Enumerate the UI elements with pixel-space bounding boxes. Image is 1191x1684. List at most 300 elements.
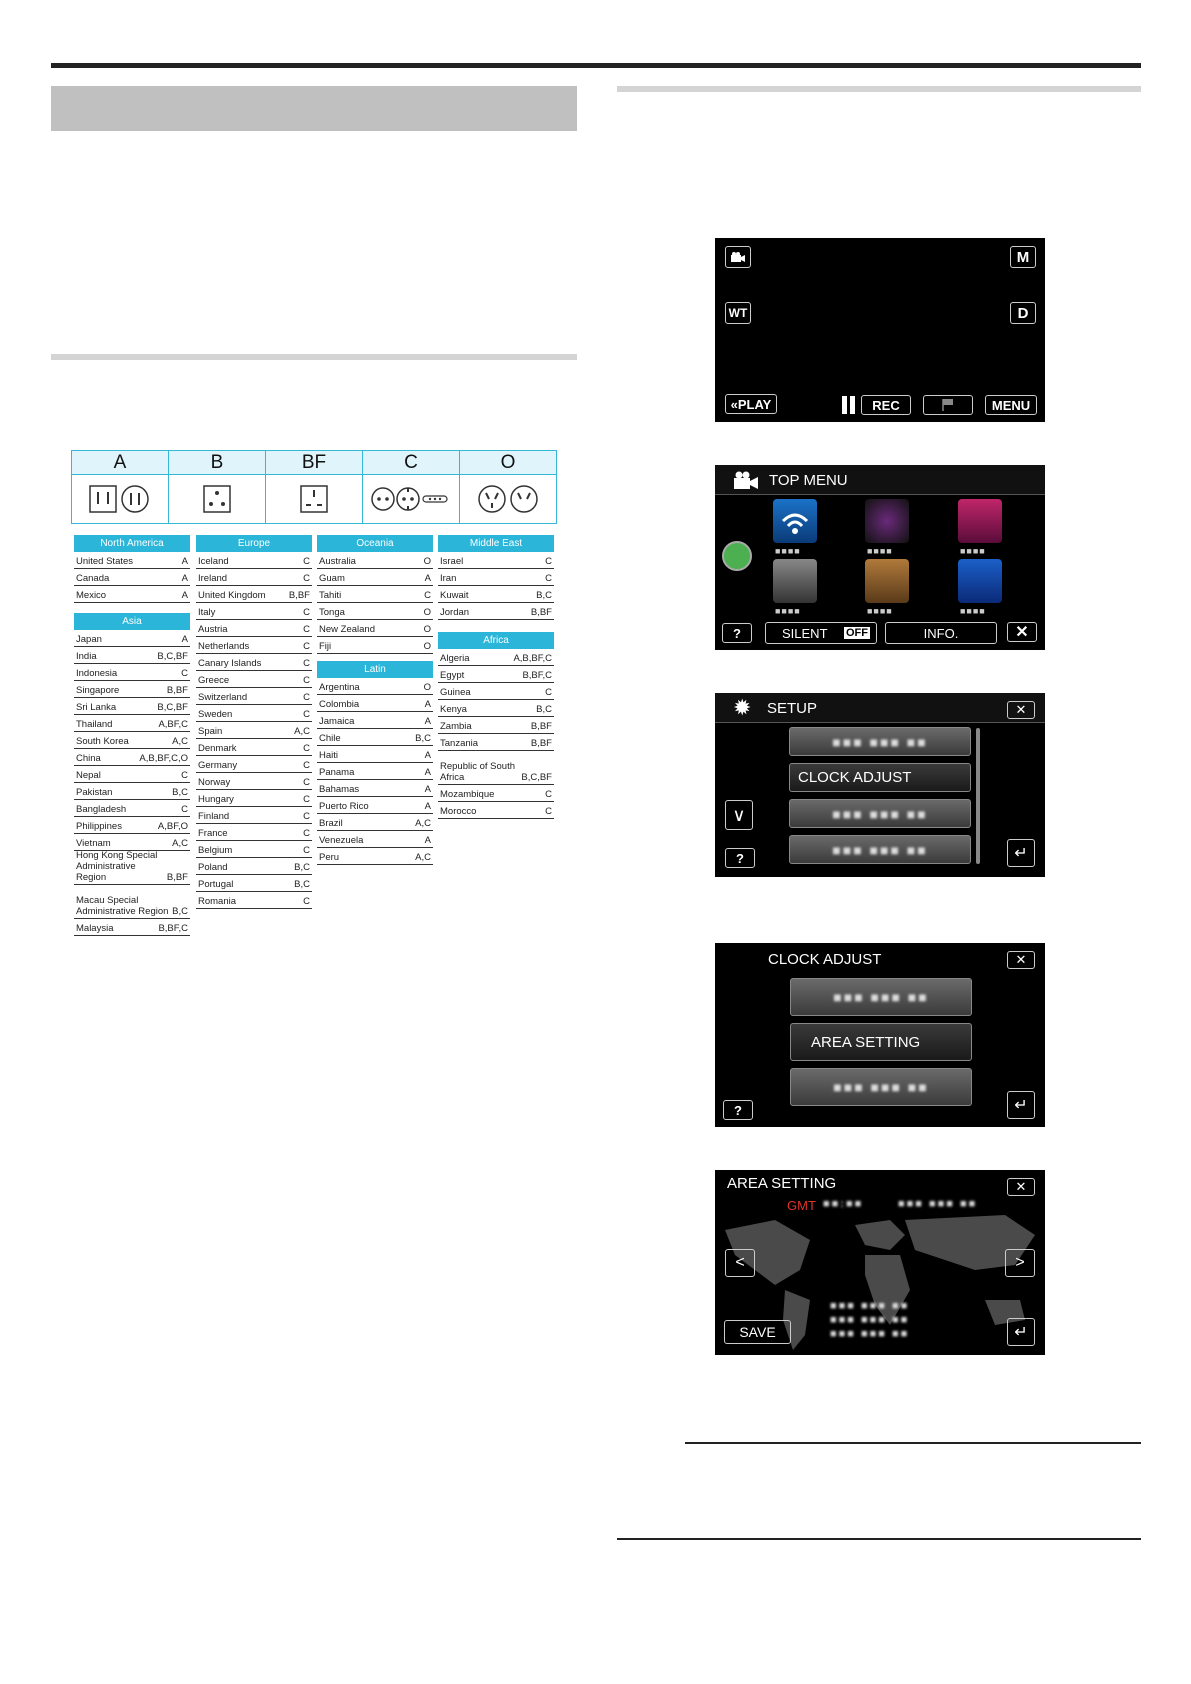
country-name: Puerto Rico	[319, 801, 369, 812]
country-row	[317, 712, 433, 729]
pause-icon	[842, 396, 856, 414]
clock-menu-item[interactable]	[790, 1068, 972, 1106]
close-button[interactable]: ✕	[1007, 1178, 1035, 1196]
country-name: Australia	[319, 556, 356, 567]
plug-types: C	[303, 896, 310, 907]
country-row	[438, 700, 554, 717]
clock-adjust-item[interactable]: CLOCK ADJUST	[789, 763, 971, 792]
country-row	[196, 739, 312, 756]
plug-type-table	[71, 450, 557, 524]
gear-icon[interactable]	[773, 559, 817, 603]
rec-button[interactable]: REC	[861, 395, 911, 415]
plug-types: C	[303, 828, 310, 839]
plug-types: C	[545, 573, 552, 584]
country-name: Peru	[319, 852, 340, 863]
plug-types: C	[303, 845, 310, 856]
plug-types: B,BF	[166, 872, 188, 883]
screen-top-menu	[715, 465, 1045, 650]
country-name: Jordan	[440, 607, 470, 618]
country-row	[196, 756, 312, 773]
country-row	[74, 817, 190, 834]
plug-types: C	[545, 556, 552, 567]
close-button[interactable]: ✕	[1007, 701, 1035, 719]
country-row	[74, 749, 190, 766]
camera-mode-icon[interactable]	[725, 246, 751, 268]
plug-types: A	[424, 784, 431, 795]
country-name: Iran	[440, 573, 457, 584]
help-button[interactable]: ?	[723, 1100, 753, 1120]
country-name: Pakistan	[76, 787, 113, 798]
gmt-label: GMT	[787, 1198, 816, 1213]
plug-types: C	[303, 811, 310, 822]
country-row	[196, 569, 312, 586]
country-row	[196, 637, 312, 654]
country-row	[74, 834, 190, 851]
plug-types: B,BF,C	[522, 670, 552, 681]
country-name: Iceland	[198, 556, 229, 567]
country-name: Netherlands	[198, 641, 250, 652]
country-row	[196, 620, 312, 637]
area-setting-item[interactable]: AREA SETTING	[790, 1023, 972, 1061]
country-name: Tahiti	[319, 590, 342, 601]
country-name: Poland	[198, 862, 228, 873]
plug-types: A	[424, 750, 431, 761]
plug-types: B,BF	[530, 607, 552, 618]
plug-types: C	[303, 692, 310, 703]
country-row	[74, 586, 190, 603]
zoom-button[interactable]: WT	[725, 302, 751, 324]
display-button[interactable]: D	[1010, 302, 1036, 324]
area-setting-title: AREA SETTING	[727, 1175, 837, 1192]
info-button[interactable]: INFO.	[885, 622, 997, 644]
country-row	[317, 620, 433, 637]
country-name: Mozambique	[440, 789, 495, 800]
country-row	[438, 586, 554, 603]
country-name: Colombia	[319, 699, 360, 710]
gmt-offset: ■■:■■	[823, 1198, 864, 1210]
clock-adjust-title: CLOCK ADJUST	[768, 951, 882, 968]
country-row	[74, 630, 190, 647]
plug-types: C	[303, 641, 310, 652]
label-dots: ■■■■	[960, 606, 986, 616]
country-name: Philippines	[76, 821, 122, 832]
country-name: Singapore	[76, 685, 120, 696]
country-name: Macau Special Administrative Region	[76, 895, 169, 917]
city-name: ■■■ ■■■ ■■	[898, 1198, 978, 1210]
country-name: Kenya	[440, 704, 467, 715]
plug-types: B,BF	[166, 685, 188, 696]
country-name: Portugal	[198, 879, 234, 890]
country-name: Canary Islands	[198, 658, 262, 669]
region-europe	[196, 535, 312, 909]
plug-types: O	[423, 641, 431, 652]
plug-types: A	[424, 801, 431, 812]
plug-types: B,C	[536, 704, 552, 715]
plug-types: B,BF	[288, 590, 310, 601]
plug-types: C	[181, 668, 188, 679]
plug-types: B,C	[172, 906, 188, 917]
plug-types: C	[181, 770, 188, 781]
country-row	[438, 569, 554, 586]
setup-menu-item[interactable]	[789, 727, 971, 756]
country-name: Guam	[319, 573, 345, 584]
plug-col-a	[72, 451, 169, 523]
plug-label-c: C	[363, 451, 459, 475]
plug-types: B,BF,C	[158, 923, 188, 934]
country-name: Norway	[198, 777, 231, 788]
effect-icon[interactable]	[958, 499, 1002, 543]
country-name: Tonga	[319, 607, 345, 618]
plug-types: A,C	[294, 726, 310, 737]
plug-a-icon	[89, 484, 151, 514]
sd-card-icon[interactable]	[958, 559, 1002, 603]
label-dots: ■■■■	[775, 606, 801, 616]
country-name: France	[198, 828, 228, 839]
label-dots: ■■■■	[867, 606, 893, 616]
plug-types: A	[424, 699, 431, 710]
plug-types: B,C	[294, 879, 310, 890]
close-button[interactable]: ✕	[1007, 951, 1035, 969]
setup-title: SETUP	[767, 700, 818, 717]
top-menu-header	[715, 465, 1045, 495]
country-row	[438, 802, 554, 819]
country-row	[438, 683, 554, 700]
plug-types: C	[303, 794, 310, 805]
screen-setup	[715, 693, 1045, 877]
lens-icon[interactable]	[865, 499, 909, 543]
country-row	[74, 647, 190, 664]
country-row	[438, 751, 554, 785]
country-row	[438, 552, 554, 569]
country-name: Bangladesh	[76, 804, 127, 815]
item-label: ■■■ ■■■ ■■	[833, 1079, 929, 1095]
flag-button[interactable]	[923, 395, 973, 415]
country-name: Canada	[76, 573, 110, 584]
plug-types: C	[303, 743, 310, 754]
country-name: Hungary	[198, 794, 234, 805]
country-name: Ireland	[198, 573, 228, 584]
country-row	[196, 773, 312, 790]
top-menu-title: TOP MENU	[769, 472, 848, 489]
label-dots: ■■■■	[960, 546, 986, 556]
country-row	[196, 722, 312, 739]
section-header-bar	[51, 86, 577, 131]
region-title: Asia	[74, 613, 190, 630]
back-button[interactable]: ↵	[1007, 1091, 1035, 1119]
back-button[interactable]: ↵	[1007, 1318, 1035, 1346]
region-oceania	[317, 535, 433, 654]
label-dots: ■■■■	[775, 546, 801, 556]
country-name: Finland	[198, 811, 230, 822]
country-name: Sweden	[198, 709, 233, 720]
region-north-america	[74, 535, 190, 603]
plug-types: A	[424, 573, 431, 584]
country-row	[438, 603, 554, 620]
previous-area-button[interactable]: <	[725, 1249, 755, 1277]
item-label: ■■■ ■■■ ■■	[832, 733, 928, 750]
screen-area-setting	[715, 1170, 1045, 1355]
plug-types: B,BF	[530, 738, 552, 749]
country-row	[317, 797, 433, 814]
country-row	[74, 698, 190, 715]
country-row	[438, 734, 554, 751]
country-row	[196, 705, 312, 722]
region-title: Africa	[438, 632, 554, 649]
plug-bf-icon	[299, 484, 329, 514]
country-row	[196, 603, 312, 620]
setup-header	[715, 693, 1045, 723]
area-info-line: ■■■ ■■■ ■■	[830, 1300, 910, 1312]
country-row	[196, 654, 312, 671]
country-name: Spain	[198, 726, 223, 737]
plug-types: A,B,BF,C,O	[139, 753, 188, 764]
plug-o-icon	[477, 484, 539, 514]
plug-col-c	[363, 451, 460, 523]
country-name: Israel	[440, 556, 464, 567]
country-row	[74, 552, 190, 569]
country-row	[317, 569, 433, 586]
country-row	[196, 858, 312, 875]
plug-col-b	[169, 451, 266, 523]
plug-types: A,C	[415, 852, 431, 863]
plug-types: B,C,BF	[157, 651, 188, 662]
scroll-down-button[interactable]: ∨	[725, 800, 753, 830]
country-name: China	[76, 753, 101, 764]
region-title: North America	[74, 535, 190, 552]
screen-clock-adjust	[715, 943, 1045, 1127]
country-name: Zambia	[440, 721, 472, 732]
plug-types: C	[303, 658, 310, 669]
shortcut-icon[interactable]	[722, 541, 752, 571]
back-button[interactable]: ↵	[1007, 839, 1035, 867]
plug-types: A,C	[172, 838, 188, 849]
camera-icon	[733, 471, 759, 491]
country-name: Nepal	[76, 770, 101, 781]
country-name: Malaysia	[76, 923, 114, 934]
region-middle-east	[438, 535, 554, 620]
plug-types: C	[303, 777, 310, 788]
setup-menu-item[interactable]	[789, 835, 971, 864]
region-latin	[317, 661, 433, 865]
plug-col-bf	[266, 451, 363, 523]
plug-types: A	[181, 590, 188, 601]
country-row	[317, 729, 433, 746]
country-row	[196, 892, 312, 909]
region-title: Europe	[196, 535, 312, 552]
country-name: United States	[76, 556, 134, 567]
plug-label-bf: BF	[266, 451, 362, 475]
plug-types: C	[424, 590, 431, 601]
country-row	[196, 671, 312, 688]
item-label: ■■■ ■■■ ■■	[832, 841, 928, 858]
connection-icon[interactable]	[865, 559, 909, 603]
country-name: Mexico	[76, 590, 107, 601]
plug-types: A	[181, 573, 188, 584]
region-africa	[438, 632, 554, 819]
country-name: Republic of South Africa	[440, 761, 515, 783]
silent-state-badge: OFF	[846, 627, 868, 639]
country-name: Panama	[319, 767, 355, 778]
plug-types: C	[181, 804, 188, 815]
country-row	[317, 586, 433, 603]
country-name: Thailand	[76, 719, 113, 730]
plug-label-b: B	[169, 451, 265, 475]
plug-types: B,C,BF	[521, 772, 552, 783]
country-name: Denmark	[198, 743, 237, 754]
plug-types: C	[545, 806, 552, 817]
note-rule	[685, 1442, 1141, 1444]
country-row	[317, 814, 433, 831]
menu-button[interactable]: MENU	[985, 395, 1037, 415]
plug-types: C	[303, 573, 310, 584]
country-row	[317, 637, 433, 654]
plug-types: C	[303, 624, 310, 635]
country-row	[438, 649, 554, 666]
plug-types: A,C	[415, 818, 431, 829]
plug-types: A,BF,C	[158, 719, 188, 730]
plug-col-o	[460, 451, 556, 523]
country-name: Algeria	[440, 653, 470, 664]
help-button[interactable]: ?	[725, 848, 755, 868]
item-label: ■■■ ■■■ ■■	[832, 805, 928, 822]
plug-types: A,C	[172, 736, 188, 747]
country-name: New Zealand	[319, 624, 375, 635]
country-row	[74, 766, 190, 783]
plug-types: B,BF	[530, 721, 552, 732]
country-row	[317, 552, 433, 569]
plug-types: A	[424, 835, 431, 846]
manual-mode-button[interactable]: M	[1010, 246, 1036, 268]
country-name: Japan	[76, 634, 102, 645]
save-button[interactable]: SAVE	[724, 1320, 791, 1344]
country-name: Belgium	[198, 845, 233, 856]
plug-types: O	[423, 607, 431, 618]
country-name: Kuwait	[440, 590, 469, 601]
country-row	[317, 780, 433, 797]
country-name: Haiti	[319, 750, 339, 761]
country-row	[317, 848, 433, 865]
country-row	[196, 790, 312, 807]
country-row	[74, 569, 190, 586]
screen-recording	[715, 238, 1045, 422]
plug-types: A,B,BF,C	[513, 653, 552, 664]
country-name: Sri Lanka	[76, 702, 117, 713]
country-name: Brazil	[319, 818, 343, 829]
item-label: ■■■ ■■■ ■■	[833, 989, 929, 1005]
country-row	[317, 695, 433, 712]
country-row	[74, 681, 190, 698]
plug-types: C	[303, 607, 310, 618]
country-name: Chile	[319, 733, 341, 744]
next-area-button[interactable]: >	[1005, 1249, 1035, 1277]
plug-types: O	[423, 682, 431, 693]
plug-types: A,BF,O	[157, 821, 188, 832]
country-name: Indonesia	[76, 668, 118, 679]
country-name: Greece	[198, 675, 230, 686]
country-row	[317, 603, 433, 620]
label-dots: ■■■■	[867, 546, 893, 556]
country-row	[74, 919, 190, 936]
country-name: Argentina	[319, 682, 360, 693]
country-name: Romania	[198, 896, 237, 907]
plug-types: C	[303, 760, 310, 771]
country-row	[74, 783, 190, 800]
country-row	[196, 824, 312, 841]
country-row	[196, 841, 312, 858]
country-name: Italy	[198, 607, 216, 618]
area-info-line: ■■■ ■■■ ■■	[830, 1328, 910, 1340]
plug-c-icon	[371, 484, 451, 514]
country-name: Morocco	[440, 806, 477, 817]
country-name: Germany	[198, 760, 238, 771]
plug-types: A	[181, 634, 188, 645]
country-name: Bahamas	[319, 784, 360, 795]
country-name: Vietnam	[76, 838, 111, 849]
plug-types: A	[424, 767, 431, 778]
country-row	[196, 875, 312, 892]
clock-menu-item[interactable]	[790, 978, 972, 1016]
country-name: Austria	[198, 624, 228, 635]
play-button[interactable]: «PLAY	[725, 394, 777, 414]
country-row	[438, 666, 554, 683]
plug-types: A	[181, 556, 188, 567]
silent-label: SILENT	[782, 625, 828, 641]
top-rule	[51, 63, 1141, 68]
plug-types: A	[424, 716, 431, 727]
country-name: Jamaica	[319, 716, 355, 727]
country-row	[196, 552, 312, 569]
plug-types: B,C	[172, 787, 188, 798]
region-title: Latin	[317, 661, 433, 678]
country-name: South Korea	[76, 736, 129, 747]
plug-types: C	[303, 709, 310, 720]
silent-button[interactable]	[765, 622, 877, 644]
flag-icon	[941, 398, 955, 412]
right-section-divider	[617, 86, 1141, 92]
country-name: India	[76, 651, 97, 662]
country-row	[74, 732, 190, 749]
scrollbar[interactable]	[976, 728, 980, 864]
country-name: Fiji	[319, 641, 332, 652]
country-row	[74, 885, 190, 919]
plug-label-o: O	[460, 451, 556, 475]
country-row	[317, 678, 433, 695]
region-title: Middle East	[438, 535, 554, 552]
close-button[interactable]: ✕	[1007, 622, 1037, 642]
bottom-rule	[617, 1538, 1141, 1540]
setup-menu-item[interactable]	[789, 799, 971, 828]
gear-icon: ✹	[733, 695, 752, 720]
country-name: Venezuela	[319, 835, 364, 846]
country-row	[317, 831, 433, 848]
help-button[interactable]: ?	[722, 623, 752, 643]
subsection-divider	[51, 354, 577, 360]
plug-types: C	[545, 687, 552, 698]
plug-b-icon	[202, 484, 232, 514]
plug-types: C	[303, 675, 310, 686]
country-row	[74, 800, 190, 817]
plug-label-a: A	[72, 451, 168, 475]
country-row	[317, 746, 433, 763]
country-name: United Kingdom	[198, 590, 266, 601]
wifi-icon[interactable]	[773, 499, 817, 543]
plug-types: C	[545, 789, 552, 800]
plug-types: O	[423, 624, 431, 635]
country-name: Guinea	[440, 687, 471, 698]
country-row	[74, 715, 190, 732]
country-name: Egypt	[440, 670, 465, 681]
area-info-line: ■■■ ■■■ ■■	[830, 1314, 910, 1326]
